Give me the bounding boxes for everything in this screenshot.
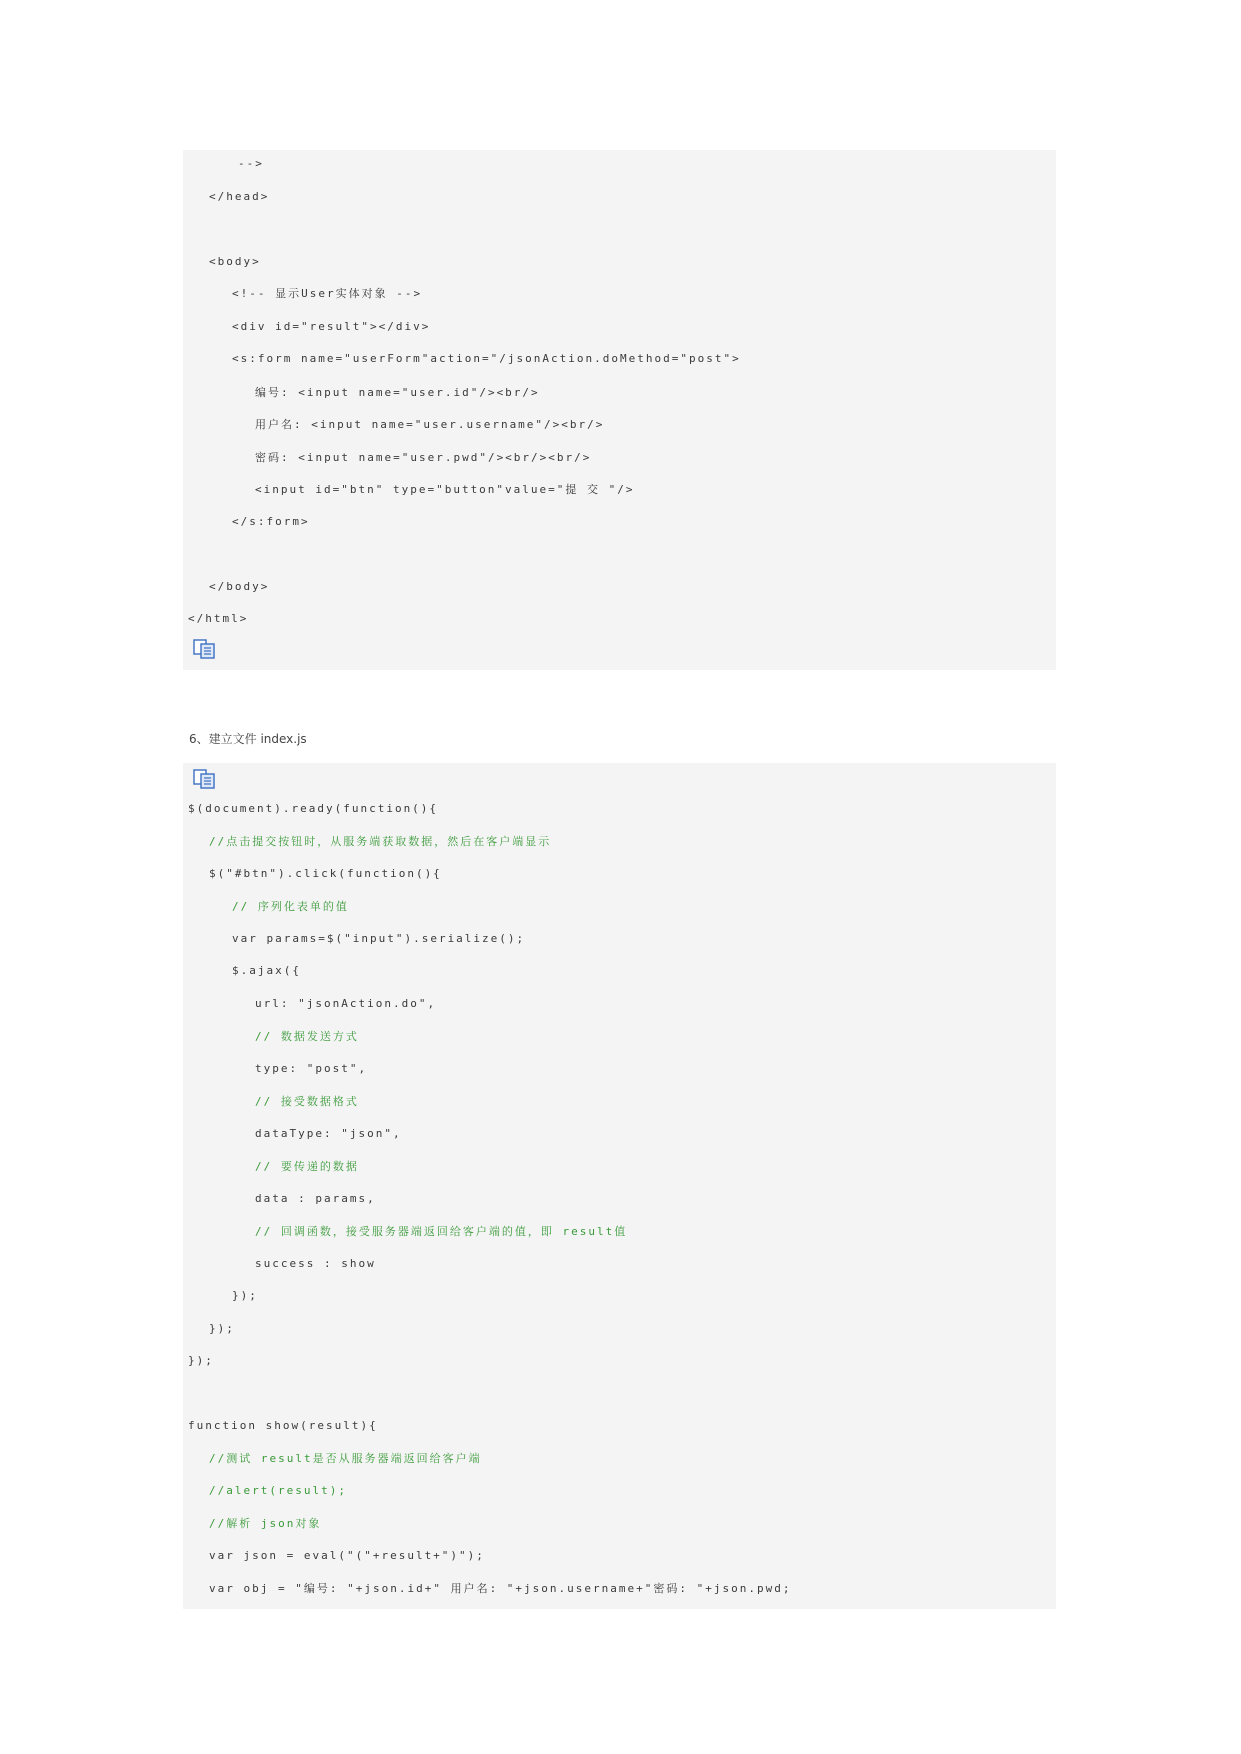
code-line: <s:form name="userForm"action="/jsonAction.doMethod="post"> — [232, 352, 741, 365]
code-line: $(document).ready(function(){ — [188, 802, 439, 815]
code-line: dataType: "json", — [255, 1127, 402, 1140]
code-comment: // 回调函数，接受服务器端返回给客户端的值，即 result值 — [255, 1225, 628, 1238]
code-comment: //解析 json对象 — [209, 1517, 322, 1530]
code-line: </head> — [209, 190, 270, 203]
code-line: $.ajax({ — [232, 964, 301, 977]
code-comment: // 要传递的数据 — [255, 1160, 359, 1173]
copy-code-icon[interactable] — [193, 639, 217, 659]
code-line: <body> — [209, 255, 261, 268]
copy-code-icon[interactable] — [193, 769, 217, 789]
code-comment: // 数据发送方式 — [255, 1030, 359, 1043]
code-line: function show(result){ — [188, 1419, 378, 1432]
code-line: type: "post", — [255, 1062, 368, 1075]
code-line: </s:form> — [232, 515, 310, 528]
code-line: </body> — [209, 580, 270, 593]
code-line: <div id="result"></div> — [232, 320, 431, 333]
code-line: url: "jsonAction.do", — [255, 997, 437, 1010]
code-line: var params=$("input").serialize(); — [232, 932, 526, 945]
code-line: <!-- 显示User实体对象 --> — [232, 287, 423, 300]
code-line: 用户名: <input name="user.username"/><br/> — [255, 418, 605, 431]
code-comment: //alert(result); — [209, 1484, 347, 1497]
code-line: var obj = "编号: "+json.id+" 用户名: "+json.username+"密码: "+json.pwd; — [209, 1582, 792, 1595]
code-comment: // 接受数据格式 — [255, 1095, 359, 1108]
code-comment: //点击提交按钮时，从服务端获取数据，然后在客户端显示 — [209, 835, 552, 848]
code-line: 密码: <input name="user.pwd"/><br/><br/> — [255, 451, 592, 464]
code-comment: // 序列化表单的值 — [232, 900, 349, 913]
code-comment: //测试 result是否从服务器端返回给客户端 — [209, 1452, 482, 1465]
code-line: }); — [232, 1289, 258, 1302]
code-block-html — [183, 150, 1056, 670]
code-line: $("#btn").click(function(){ — [209, 867, 442, 880]
code-line: <input id="btn" type="button"value="提 交 "/> — [255, 483, 635, 496]
code-line: --> — [238, 157, 264, 170]
code-block-js — [183, 763, 1056, 1609]
code-line: </html> — [188, 612, 249, 625]
code-line: var json = eval("("+result+")"); — [209, 1549, 485, 1562]
code-line: data : params, — [255, 1192, 376, 1205]
code-line: success : show — [255, 1257, 376, 1270]
code-line: }); — [188, 1354, 214, 1367]
section-heading: 6、建立文件 index.js — [189, 732, 307, 746]
code-line: 编号: <input name="user.id"/><br/> — [255, 386, 540, 399]
code-line: }); — [209, 1322, 235, 1335]
